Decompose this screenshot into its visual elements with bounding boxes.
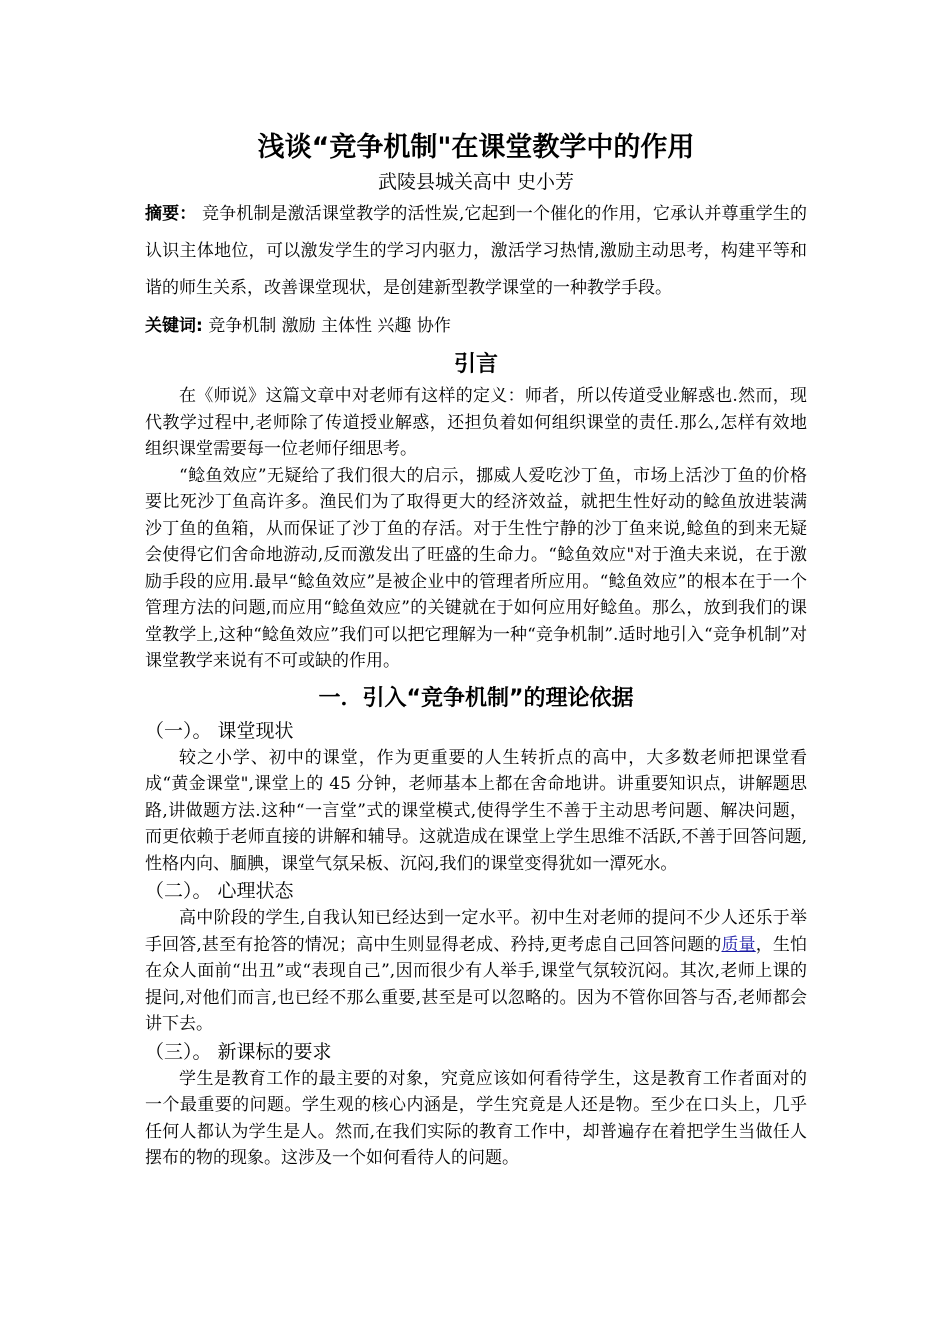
document-title: 浅谈“竞争机制"在课堂教学中的作用	[257, 132, 695, 163]
section-1-heading: 一．引入“竞争机制”的理论依据	[318, 685, 634, 711]
subsection-2-text-after: ，生怕在众人面前“出丑”或“表现自己”,因而很少有人举手,课堂气氛较沉闷。其次,老师上课的提问,对他们而言,也已经不那么重要,甚至是可以忽略的。因为不管你回答与否,老师都会讲下去。	[145, 934, 808, 1034]
subsection-2-paragraph	[145, 905, 807, 1038]
subsection-1-heading: （一）。 课堂现状	[145, 719, 294, 742]
subsection-3-heading: （三）。 新课标的要求	[145, 1040, 332, 1063]
intro-paragraph-1: 在《师说》这篇文章中对老师有这样的定义：师者，所以传道受业解惑也.然而，现代教学过程中,老师除了传道授业解惑，还担负着如何组织课堂的责任.那么,怎样有效地组织课堂需要每一位老师仔细思考。	[145, 386, 807, 459]
quality-link[interactable]: 质量	[721, 934, 756, 955]
intro-paragraph-2: “鲶鱼效应”无疑给了我们很大的启示，挪威人爱吃沙丁鱼，市场上活沙丁鱼的价格要比死沙丁鱼高许多。渔民们为了取得更大的经济效益，就把生性好动的鲶鱼放进装满沙丁鱼的鱼箱，从而保证了沙丁鱼的存活。对于生性宁静的沙丁鱼来说,鲶鱼的到来无疑会使得它们舍命地游动,反而激发出了旺盛的生命力。“鲶鱼效应"对于渔夫来说，在于激励手段的应用.最早“鲶鱼效应”是被企业中的管理者所应用。“鲶鱼效应”的根本在于一个管理方法的问题,而应用“鲶鱼效应”的关键就在于如何应用好鲶鱼。那么，放到我们的课堂教学上,这种“鲶鱼效应”我们可以把它理解为一种“竞争机制”.适时地引入“竞争机制”对课堂教学来说有不可或缺的作用。	[145, 465, 807, 671]
subsection-2-text-before: 高中阶段的学生,自我认知已经达到一定水平。初中生对老师的提问不少人还乐于举手回答,甚至有抢答的情况；高中生则显得老成、矜持,更考虑自己回答问题的	[145, 908, 807, 955]
abstract-label: 摘要：	[145, 204, 197, 224]
keywords	[145, 309, 807, 343]
subsection-3-paragraph: 学生是教育工作的最主要的对象，究竟应该如何看待学生，这是教育工作者面对的一个最重要的问题。学生观的核心内涵是，学生究竟是人还是物。至少在口头上，几乎任何人都认为学生是人。然而,在我们实际的教育工作中，却普遍存在着把学生当做任人摆布的物的现象。这涉及一个如何看待人的问题。	[145, 1068, 807, 1168]
document-body	[145, 128, 807, 1172]
keywords-text: 竞争机制 激励 主体性 兴趣 协作	[202, 316, 451, 336]
keywords-label: 关键词:	[145, 316, 203, 336]
author-line: 武陵县城关高中 史小芳	[377, 171, 575, 193]
abstract-text: 竞争机制是激活课堂教学的活性炭,它起到一个催化的作用，它承认并尊重学生的认识主体地位，可以激发学生的学习内驱力，激活学习热情,激励主动思考，构建平等和谐的师生关系，改善课堂现状，是创建新型教学课堂的一种教学手段。	[145, 204, 808, 298]
subsection-1-paragraph: 较之小学、初中的课堂，作为更重要的人生转折点的高中，大多数老师把课堂看成“黄金课堂",课堂上的 45 分钟，老师基本上都在舍命地讲。讲重要知识点，讲解题思路,讲做题方法.这种“一言堂”式的课堂模式,使得学生不善于主动思考问题、解决问题，而更依赖于老师直接的讲解和辅导。这就造成在课堂上学生思维不活跃,不善于回答问题,性格内向、腼腆，课堂气氛呆板、沉闷,我们的课堂变得犹如一潭死水。	[145, 747, 807, 874]
subsection-2-heading: （二）。 心理状态	[145, 880, 294, 902]
intro-heading: 引言	[453, 352, 498, 377]
abstract	[145, 196, 807, 307]
